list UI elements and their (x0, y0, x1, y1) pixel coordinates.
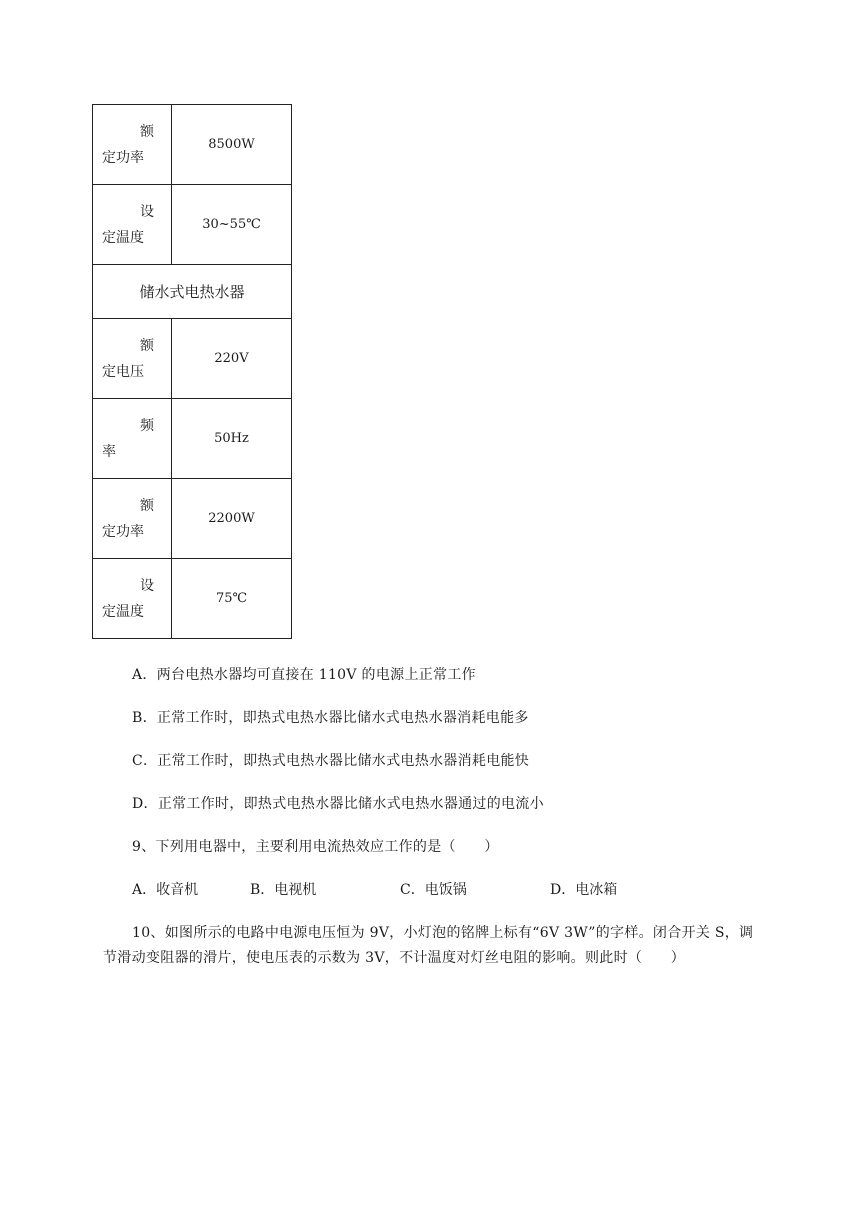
row-label-cell (93, 479, 172, 559)
row-label-line1: 额 (140, 337, 154, 354)
table-row (93, 479, 292, 559)
heater-spec-table (92, 104, 292, 639)
q9-option-a: A．收音机 (132, 882, 199, 898)
row-label-cell (93, 185, 172, 265)
row-label-line1: 设 (140, 577, 154, 594)
table-row (93, 185, 292, 265)
q8-option-d: D．正常工作时，即热式电热水器比储水式电热水器通过的电流小 (132, 796, 544, 812)
row-label-cell (93, 399, 172, 479)
q9-stem: 9、下列用电器中，主要利用电流热效应工作的是（ ） (132, 839, 499, 855)
table-row (93, 105, 292, 185)
row-value: 220V (172, 319, 292, 399)
table-row (93, 319, 292, 399)
q9-option-b: B．电视机 (250, 882, 317, 898)
row-label-line2: 定电压 (102, 363, 144, 380)
q9-option-d: D．电冰箱 (550, 882, 618, 898)
row-label-cell (93, 319, 172, 399)
row-label-line2: 定功率 (102, 149, 144, 166)
row-label-line1: 额 (140, 123, 154, 140)
q10-stem-line2: 节滑动变阻器的滑片，使电压表的示数为 3V，不计温度对灯丝电阻的影响。则此时（ ） (103, 950, 686, 966)
q9-option-c: C．电饭锅 (400, 882, 467, 898)
q10-stem-line1: 10、如图所示的电路中电源电压恒为 9V，小灯泡的铭牌上标有“6V 3W”的字样。闭合开关 S，调 (132, 925, 754, 941)
q8-option-a: A．两台电热水器均可直接在 110V 的电源上正常工作 (132, 667, 476, 683)
row-value: 8500W (172, 105, 292, 185)
table-section-header-row (93, 265, 292, 319)
q8-option-b: B．正常工作时，即热式电热水器比储水式电热水器消耗电能多 (132, 710, 529, 726)
row-label-line1: 设 (140, 203, 154, 220)
row-value: 75℃ (172, 559, 292, 639)
section-header-storage-heater: 储水式电热水器 (93, 265, 292, 319)
row-label-cell (93, 559, 172, 639)
table-row (93, 399, 292, 479)
q8-option-c: C．正常工作时，即热式电热水器比储水式电热水器消耗电能快 (132, 753, 530, 769)
row-label-line2: 定温度 (102, 229, 144, 246)
table-row (93, 559, 292, 639)
row-label-line2: 率 (102, 443, 116, 460)
row-value: 30~55℃ (172, 185, 292, 265)
row-label-line2: 定功率 (102, 523, 144, 540)
row-value: 50Hz (172, 399, 292, 479)
row-label-line1: 额 (140, 497, 154, 514)
row-label-line2: 定温度 (102, 603, 144, 620)
row-label-cell (93, 105, 172, 185)
row-value: 2200W (172, 479, 292, 559)
row-label-line1: 频 (140, 417, 154, 434)
